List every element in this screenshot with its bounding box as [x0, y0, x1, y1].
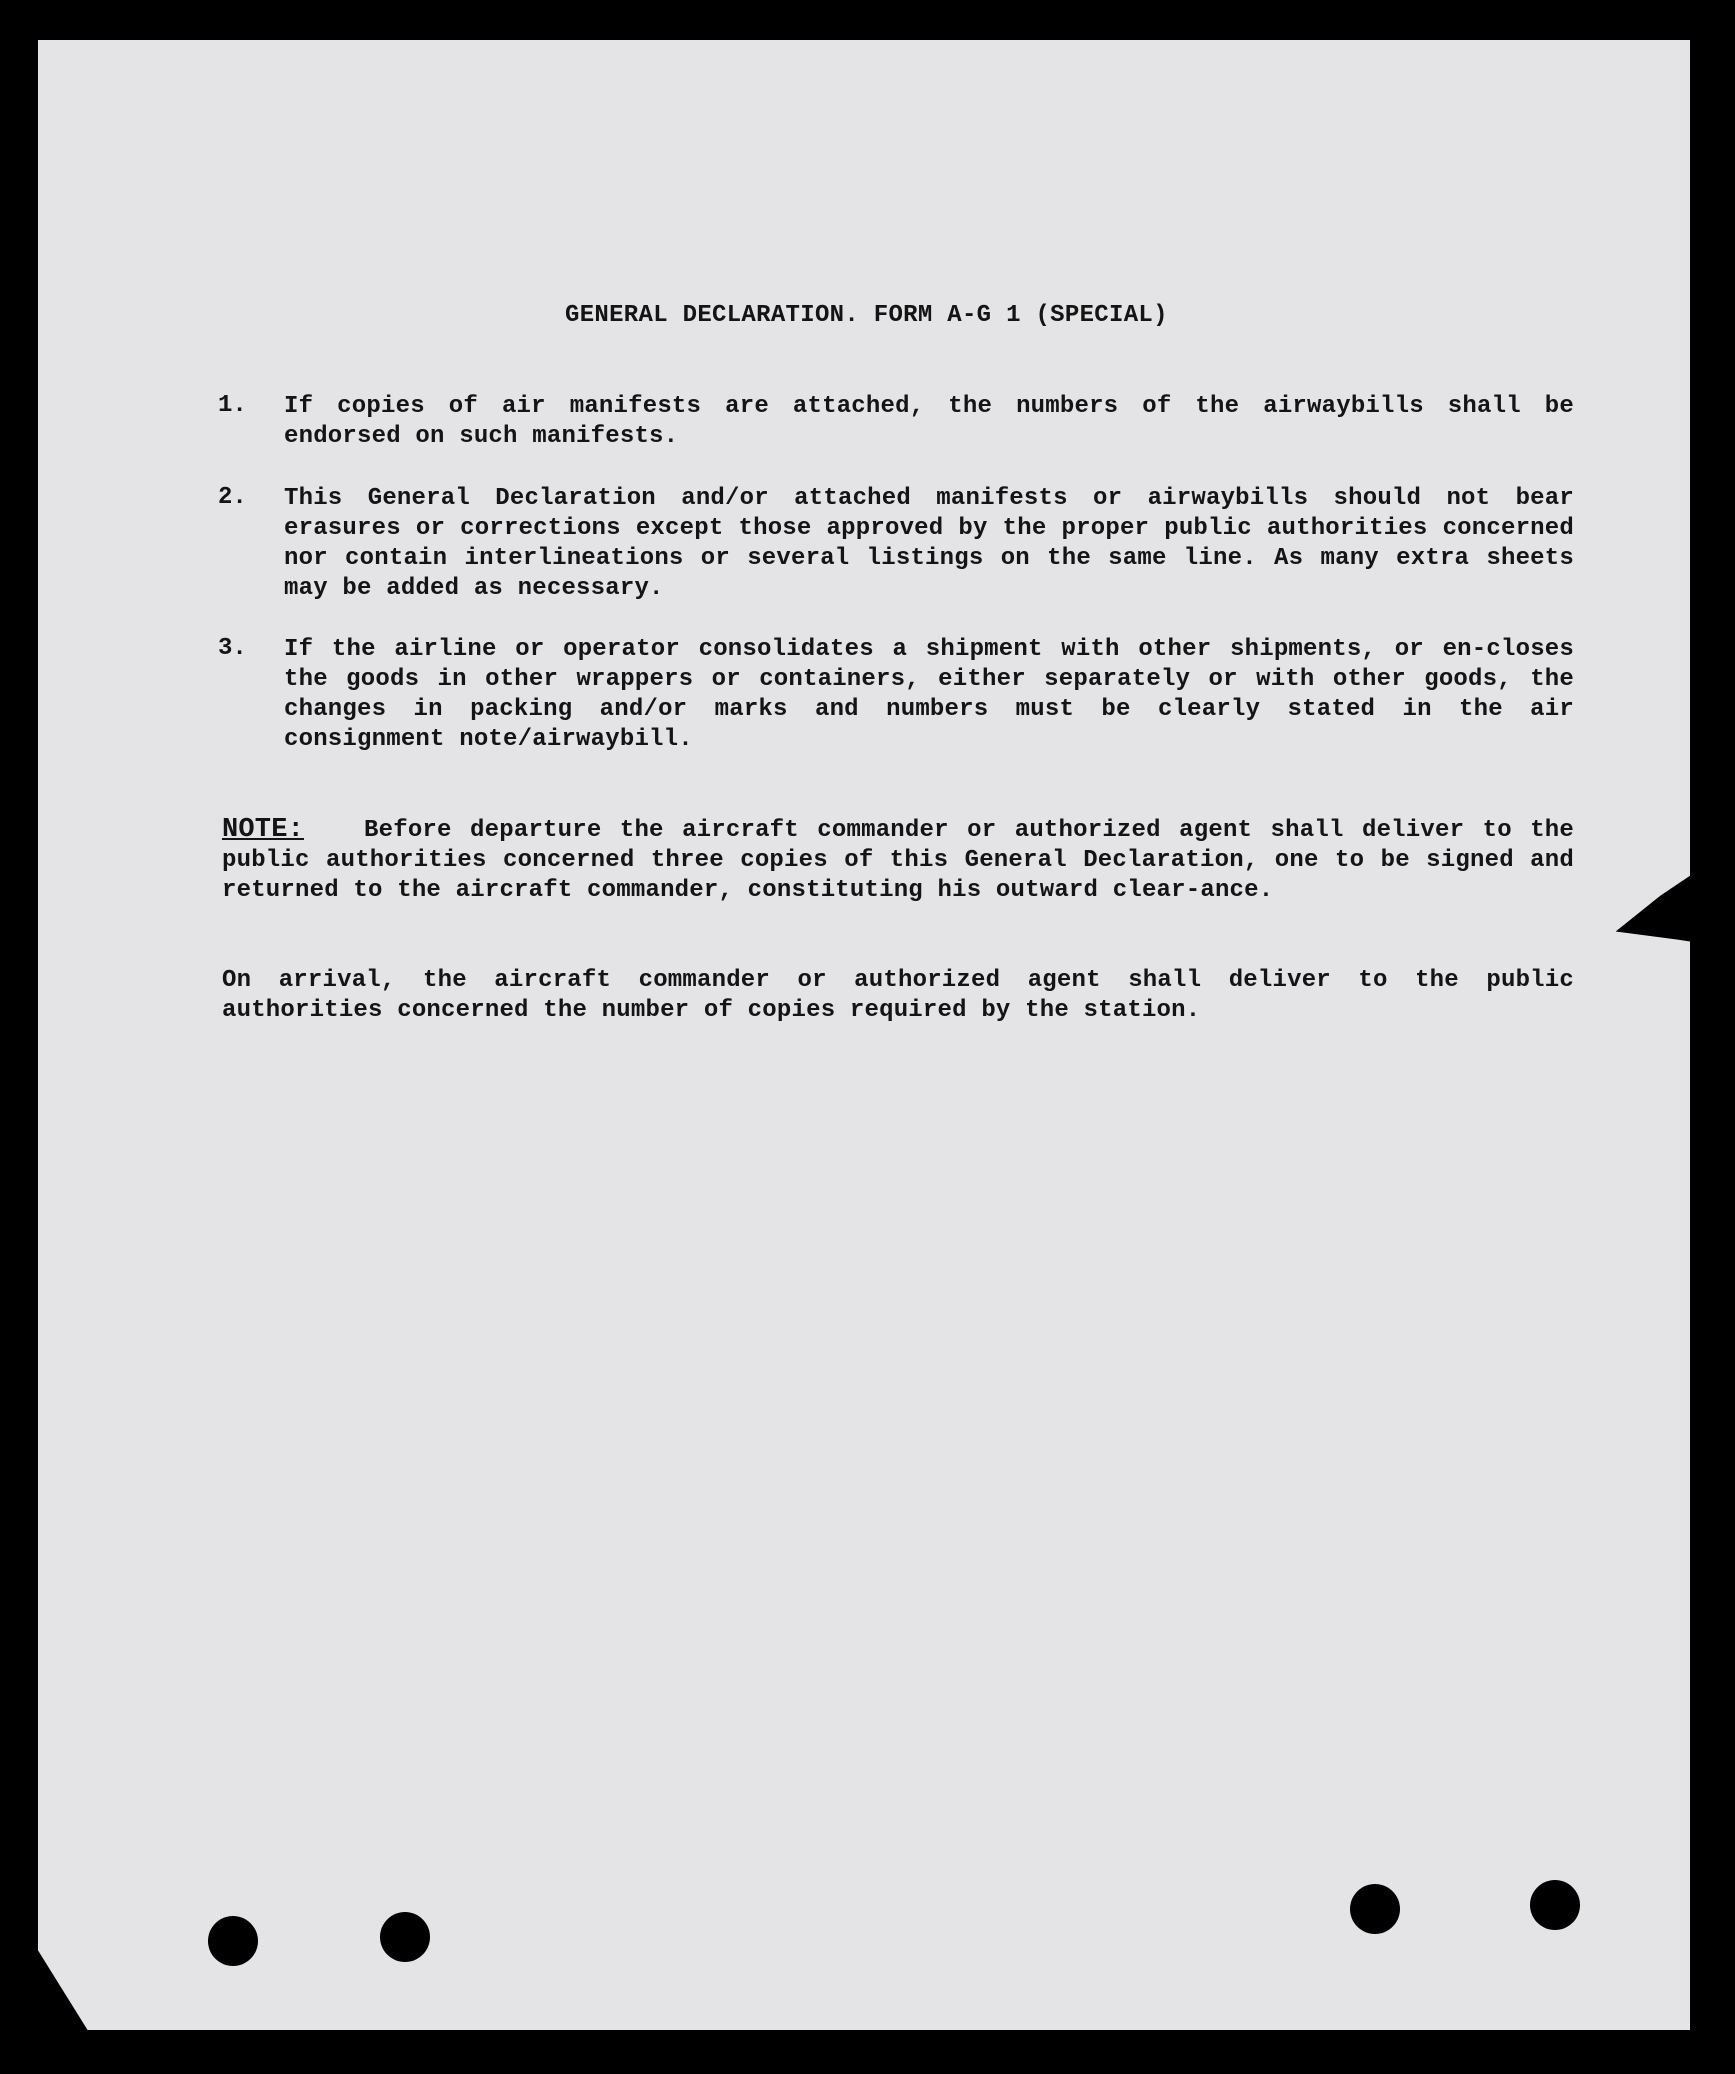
document-title: GENERAL DECLARATION. FORM A-G 1 (SPECIAL) [565, 302, 1168, 329]
note-label: NOTE: [222, 815, 305, 845]
punch-hole [1350, 1884, 1400, 1934]
item-text: If the airline or operator consolidates a shipment with other shipments, or en-closes the goods in other wrappers or containers, either separately or with other goods, the changes in packing and/or marks and numbers must be clearly stated in the air consignment note/airwaybill. [284, 636, 1574, 753]
document-page [38, 40, 1690, 2030]
note-text: Before departure the aircraft commander or authorized agent shall deliver to the public authorities concerned three copies of this General Declaration, one to be signed and returned to the aircraft commander, constituting his outward clear-ance. [222, 817, 1574, 904]
note-paragraph [222, 815, 1574, 906]
item-number: 1. [218, 392, 247, 419]
item-number: 3. [218, 635, 247, 662]
punch-hole [1530, 1880, 1580, 1930]
punch-hole [380, 1912, 430, 1962]
arrival-paragraph: On arrival, the aircraft commander or authorized agent shall deliver to the public authorities concerned the number of copies required by the station. [222, 967, 1574, 1024]
item-text: If copies of air manifests are attached, the numbers of the airwaybills shall be endorsed on such manifests. [284, 393, 1574, 450]
item-text: This General Declaration and/or attached manifests or airwaybills should not bear erasures or corrections except those approved by the proper public authorities concerned nor contain interlineations or several listings on the same line. As many extra sheets may be added as necessary. [284, 485, 1574, 602]
item-number: 2. [218, 484, 247, 511]
punch-hole [208, 1916, 258, 1966]
